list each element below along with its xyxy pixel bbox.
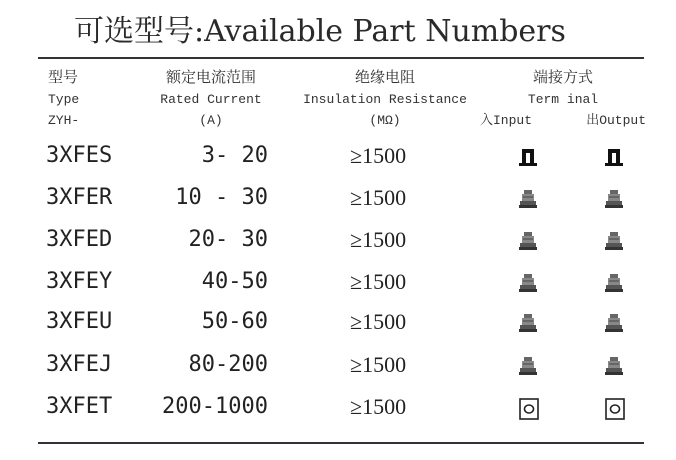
header-terminal-cn: 端接方式	[532, 70, 593, 86]
screw-terminal-icon	[518, 230, 538, 252]
row-model: 3XFEY	[46, 269, 113, 294]
screw-terminal-icon	[604, 312, 624, 334]
row-current: 3- 20	[201, 143, 268, 168]
row-current: 20- 30	[188, 227, 268, 252]
header-current-en: Rated Current	[160, 92, 262, 107]
screw-terminal-icon	[518, 188, 538, 210]
table-top-rule	[38, 57, 644, 59]
header-type-cn: 型号	[48, 70, 79, 86]
row-resistance: ≥1500	[350, 309, 407, 334]
header-resistance	[300, 68, 470, 131]
table-bottom-rule	[38, 442, 644, 444]
row-current: 80-200	[188, 352, 268, 377]
row-model: 3XFED	[46, 227, 113, 252]
row-current: 10 - 30	[175, 185, 268, 210]
row-model: 3XFER	[46, 185, 113, 210]
header-terminal	[478, 68, 648, 131]
header-resistance-cn: 绝缘电阻	[354, 70, 415, 86]
header-terminal-input: 入Input	[480, 113, 533, 128]
screw-terminal-icon	[518, 355, 538, 377]
row-resistance: ≥1500	[350, 352, 407, 377]
row-resistance: ≥1500	[350, 394, 407, 419]
header-terminal-en: Term inal	[527, 92, 599, 107]
row-model: 3XFET	[46, 394, 113, 419]
row-current: 200-1000	[162, 394, 268, 419]
row-resistance: ≥1500	[350, 143, 407, 168]
row-resistance: ≥1500	[350, 227, 407, 252]
header-current	[146, 68, 276, 131]
row-model: 3XFEJ	[46, 352, 113, 377]
row-model: 3XFES	[46, 143, 113, 168]
header-resistance-en: Insulation Resistance	[303, 92, 467, 107]
screw-terminal-icon	[518, 272, 538, 294]
header-type	[48, 68, 79, 131]
header-current-cn: 额定电流范围	[165, 70, 256, 86]
screw-terminal-icon	[518, 312, 538, 334]
row-resistance: ≥1500	[350, 185, 407, 210]
row-current: 50-60	[201, 309, 268, 334]
header-current-unit: (A)	[199, 113, 223, 128]
solder-lug-icon	[604, 146, 624, 168]
row-model: 3XFEU	[46, 309, 113, 334]
solder-lug-icon	[518, 146, 538, 168]
header-type-sub: ZYH-	[48, 113, 80, 128]
screw-terminal-icon	[604, 188, 624, 210]
header-type-en: Type	[48, 92, 80, 107]
screw-terminal-icon	[604, 355, 624, 377]
page-title: 可选型号:Available Part Numbers	[74, 14, 566, 49]
header-resistance-unit: (MΩ)	[369, 113, 401, 128]
header-terminal-output: 出Output	[586, 113, 646, 128]
row-resistance: ≥1500	[350, 269, 407, 294]
screw-terminal-icon	[604, 272, 624, 294]
bolt-terminal-icon	[518, 397, 538, 419]
bolt-terminal-icon	[604, 397, 624, 419]
screw-terminal-icon	[604, 230, 624, 252]
row-current: 40-50	[201, 269, 268, 294]
